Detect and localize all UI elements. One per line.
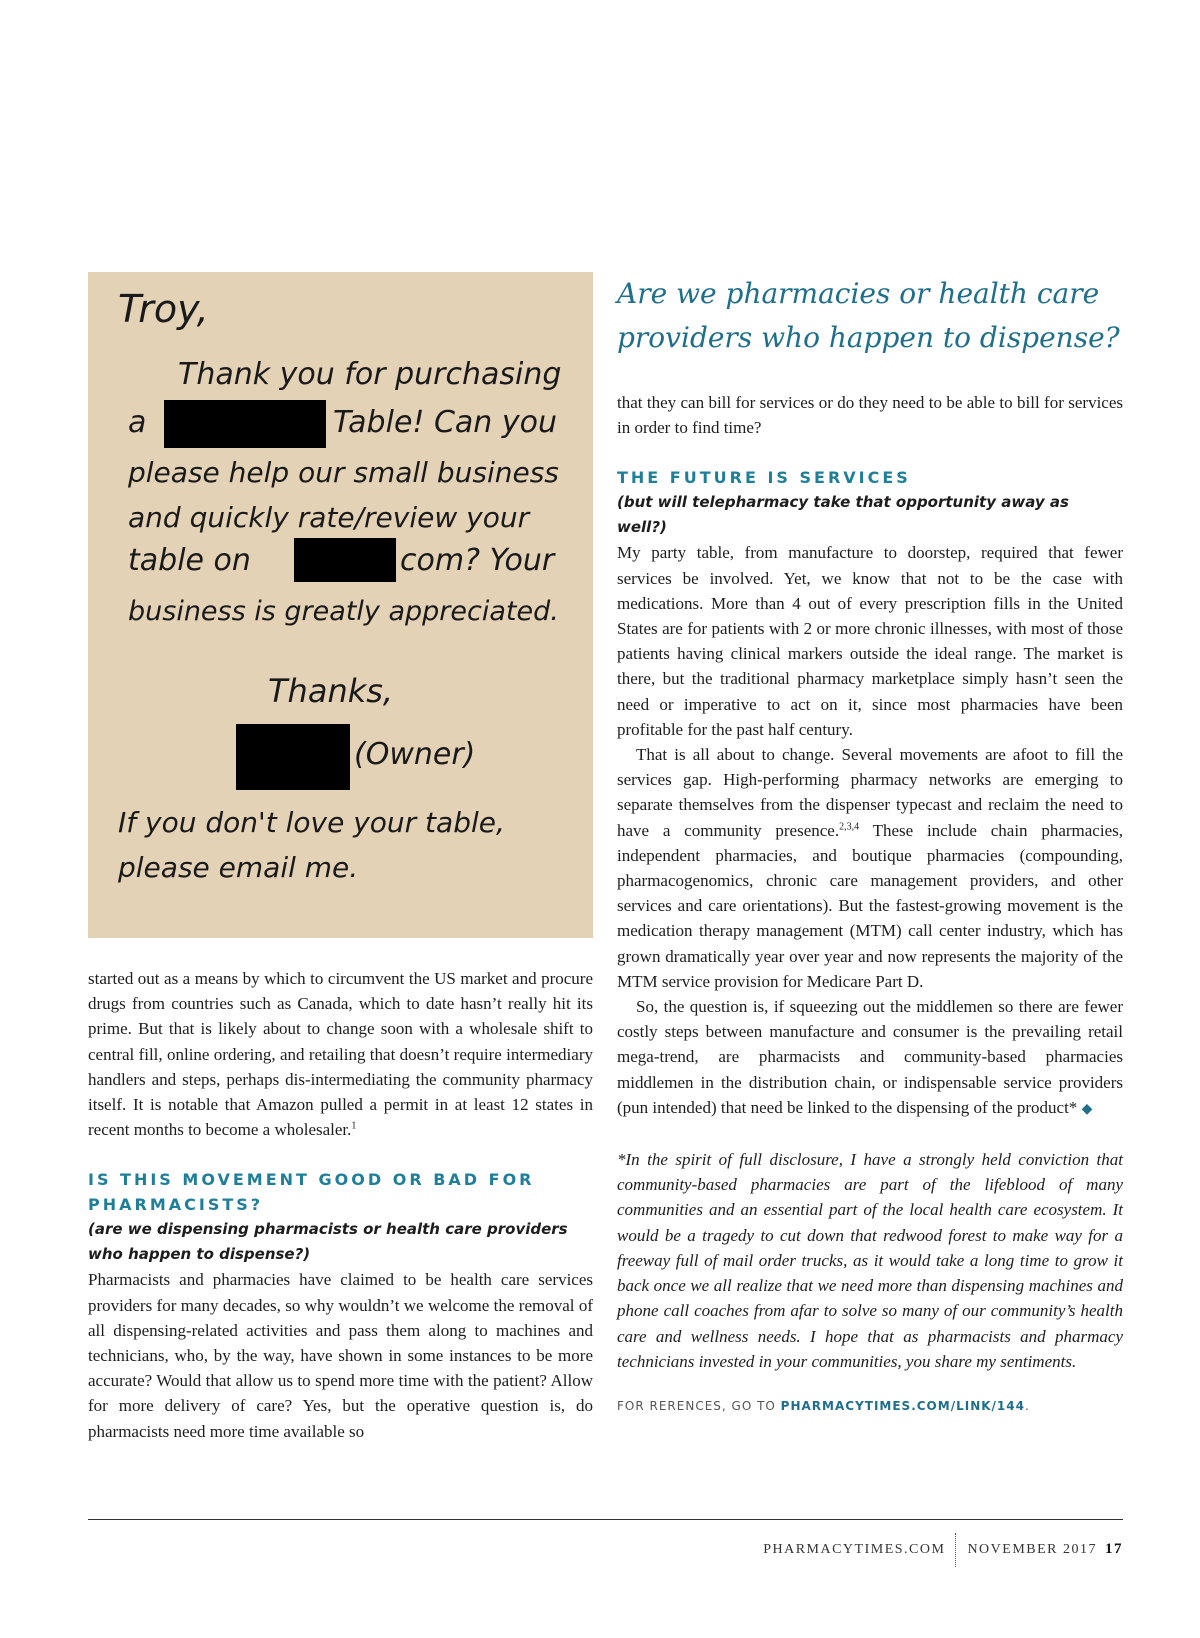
handwritten-note-image (88, 272, 593, 938)
note-line-1: Troy, (118, 287, 209, 331)
left-column (88, 966, 593, 1444)
end-mark-icon: ◆ (1081, 1101, 1093, 1117)
note-line-11: please email me. (118, 851, 359, 884)
redaction-bar (164, 400, 326, 448)
right-column (617, 272, 1123, 1413)
footer-site: PHARMACYTIMES.COM (763, 1542, 946, 1558)
body-paragraph: that they can bill for services or do they need to be able to bill for services in order to find time? (617, 393, 1123, 438)
disclosure-note: *In the spirit of full disclosure, I have a strongly held conviction that community-based pharmacies are part of the lifeblood of many communities and an essential part of the local health care ecosystem. It would be a tragedy to cut down that redwood forest to make way for a freeway full of mail order trucks, as it would take a long time to grow it back once we all realize that we need more than dispensing machines and phone call coaches from afar to solve so many of our community’s health care and wellness needs. I hope that as pharmacists and pharmacy technicians invested in your communities, you share my sentiments. (617, 1150, 1123, 1371)
note-line-6a: table on (128, 543, 251, 578)
note-line-9: (Owner) (354, 737, 476, 772)
body-paragraph: started out as a means by which to circumvent the US market and procure drugs from countries such as Canada, which to date hasn’t really hit its prime. But that is likely about to change soon with a wholesale shift to central fill, online ordering, and retailing that doesn’t require intermediary handlers and steps, perhaps dis-intermediating the community pharmacy itself. It is notable that Amazon pulled a permit in at least 12 states in recent months to become a wholesaler.$^1$ (88, 969, 593, 1140)
note-line-3b: Table! Can you (333, 405, 557, 440)
section-subheading: (are we dispensing pharmacists or health care providers who happen to dispense?) (88, 1220, 568, 1264)
note-line-6b: com? Your (400, 543, 555, 578)
note-line-10: If you don't love your table, (118, 806, 505, 839)
body-paragraph: Pharmacists and pharmacies have claimed to be health care services providers for many decades, so why wouldn’t we welcome the removal of all dispensing-related activities and pass them along to machines and technicians, who, by the way, have shown in some instances to be more accurate? Would that allow us to spend more time with the patient? Allow for more delivery of care? Yes, but the operative question is, do pharmacists need more time available so (88, 1270, 593, 1441)
section-heading: THE FUTURE IS SERVICES (617, 468, 911, 488)
references-link[interactable]: PHARMACYTIMES.COM/LINK/144 (780, 1398, 1025, 1413)
page-number: 17 (1105, 1541, 1123, 1558)
redaction-bar (294, 538, 396, 582)
page-footer (763, 1533, 1123, 1567)
references-line: FOR RERENCES, GO TO PHARMACYTIMES.COM/LINK/144. (617, 1398, 1030, 1413)
footer-divider (88, 1519, 1123, 1520)
footer-separator (955, 1533, 957, 1567)
note-line-4: please help our small business (128, 456, 559, 489)
note-line-3a: a (128, 405, 147, 440)
note-line-7: business is greatly appreciated. (128, 596, 559, 627)
redaction-bar (236, 724, 350, 790)
note-line-8: Thanks, (268, 672, 394, 710)
article-headline: Are we pharmacies or health care providers who happen to dispense? (617, 277, 1120, 354)
footer-date: NOVEMBER 2017 (967, 1542, 1097, 1558)
note-line-5: and quickly rate/review your (128, 501, 530, 534)
section-heading: IS THIS MOVEMENT GOOD OR BAD FOR PHARMACISTS? (88, 1170, 535, 1215)
note-line-2: Thank you for purchasing (178, 357, 562, 392)
body-paragraph: So, the question is, if squeezing out the middlemen so there are fewer costly steps between manufacture and consumer is the prevailing retail mega-trend, are pharmacists and community-based pharmacies middlemen in the distribution chain, or indispensable service providers (pun intended) that need be linked to the dispensing of the product* ◆ (617, 997, 1123, 1117)
body-paragraph: That is all about to change. Several movements are afoot to fill the services gap. High-performing pharmacy networks are emerging to separate themselves from the dispenser typecast and reclaim the need to have a community presence.$^{2,3,4}$ These include chain pharmacies, independent pharmacies, and boutique pharmacies (compounding, pharmacogenomics, chronic care management providers, and other services and care orientations). But the fastest-growing movement is the medication therapy management (MTM) call center industry, which has grown dramatically year over year and now represents the majority of the MTM service provision for Medicare Part D. (617, 745, 1123, 991)
body-paragraph: My party table, from manufacture to doorstep, required that fewer services be involved. Yet, we know that not to be the case with medications. More than 4 out of every prescription fills in the United States are for patients with 2 or more chronic illnesses, with most of those patients having clinical markers outside the ideal range. The market is there, but the traditional pharmacy marketplace simply hasn’t seen the need or imperative to act on it, since most pharmacies have been profitable for the past half century. (617, 543, 1123, 739)
section-subheading: (but will telepharmacy take that opportunity away as well?) (617, 493, 1069, 537)
